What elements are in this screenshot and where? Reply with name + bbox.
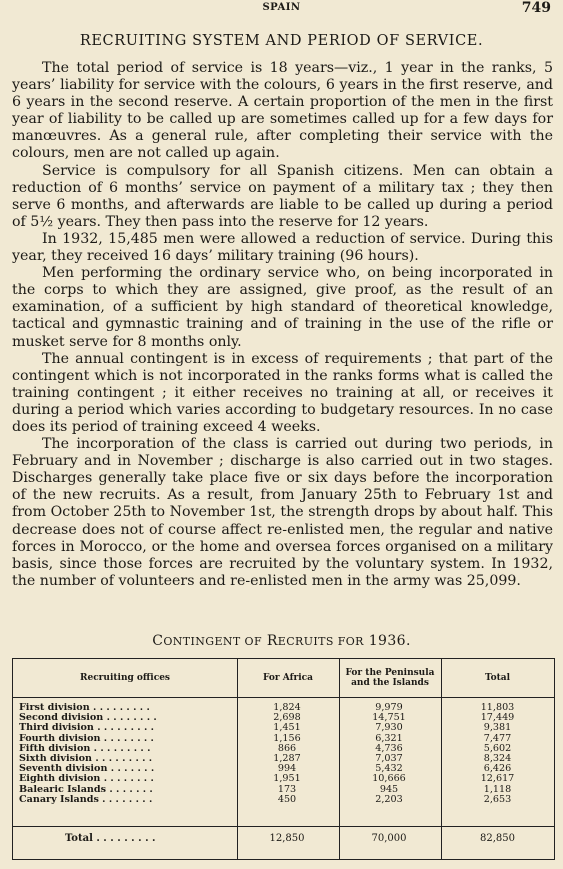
total-value: 11,803 [480, 702, 515, 713]
peninsula-value: 7,037 [375, 752, 403, 764]
paragraph: The annual contingent is in excess of requirements ; that part of the contingent which is not incorporated in the ranks forms what is called the training contingent ; it either receives no training at all, or receives it during a period which varies according to budgetary resources. In no case does its period of training exceed 4 weeks. [12, 350, 553, 435]
section-heading: RECRUITING SYSTEM AND PERIOD OF SERVICE. [79, 33, 484, 49]
office-name: Sixth division . . . . . . . . . [19, 753, 153, 764]
africa-value: 1,951 [273, 773, 301, 785]
table-title-part: FOR [337, 635, 364, 648]
total-value: 2,653 [483, 793, 512, 805]
paragraph: In 1932, 15,485 men were allowed a reduction of service. During this year, they received 16 days’ military training (96 hours). [12, 230, 553, 265]
grand-total: 82,850 [480, 833, 515, 844]
total-value: 6,426 [483, 763, 512, 775]
africa-value: 1,156 [273, 732, 301, 744]
africa-value: 173 [277, 783, 297, 795]
peninsula-value: 5,432 [375, 763, 403, 775]
office-name: Balearic Islands . . . . . . . [19, 784, 153, 795]
africa-value: 866 [277, 742, 297, 754]
header-rule [13, 697, 554, 698]
recruits-table [12, 658, 555, 860]
africa-value: 1,287 [273, 752, 301, 764]
peninsula-value: 4,736 [375, 742, 403, 754]
total-value: 17,449 [480, 712, 515, 724]
africa-value: 994 [277, 763, 297, 775]
peninsula-value: 2,203 [375, 793, 403, 805]
table-row [13, 795, 554, 805]
office-name: Eighth division . . . . . . . . [19, 774, 154, 785]
body-text [12, 60, 553, 590]
office-name: Fifth division . . . . . . . . . [19, 743, 151, 754]
table-title [0, 633, 563, 649]
peninsula-value: 10,666 [372, 773, 406, 785]
total-africa: 12,850 [269, 833, 305, 844]
total-value: 8,324 [483, 752, 512, 764]
column-header-peninsula: For the Peninsula and the Islands [345, 668, 435, 688]
table-title-part: ONTINGENT [163, 635, 245, 648]
office-name: Third division . . . . . . . . . [19, 723, 154, 734]
office-name: Canary Islands . . . . . . . . [19, 794, 153, 805]
africa-value: 1,451 [273, 722, 301, 734]
africa-value: 1,824 [273, 702, 301, 713]
table-title-part: OF [244, 635, 262, 648]
page-number: 749 [521, 0, 551, 16]
total-value: 7,477 [483, 732, 512, 744]
total-row [13, 831, 554, 847]
africa-value: 2,698 [273, 712, 301, 724]
peninsula-value: 6,321 [375, 732, 403, 744]
total-value: 1,118 [483, 783, 512, 795]
office-name: Fourth division . . . . . . . . [19, 733, 154, 744]
office-name: First division . . . . . . . . . [19, 703, 150, 713]
paragraph: Men performing the ordinary service who, on being incorporated in the corps to which they are assigned, give proof, as the result of an examination, of a sufficient by high standard of theoretical knowledge, tactical and gymnastic training and of training in the use of the rifle or musket serve for 8 months only. [12, 265, 553, 350]
peninsula-value: 9,979 [375, 702, 403, 713]
table-title-part: 1936. [363, 633, 411, 649]
running-head [0, 0, 563, 20]
office-name: Seventh division . . . . . . . [19, 764, 155, 775]
africa-value: 450 [277, 793, 297, 805]
table-body [13, 703, 554, 805]
table-title-part: ECRUITS [277, 635, 338, 648]
peninsula-value: 945 [379, 783, 399, 795]
total-value: 5,602 [483, 742, 512, 754]
column-header-africa: For Africa [263, 673, 313, 683]
table-title-part: C [152, 633, 164, 649]
paragraph: The total period of service is 18 years—viz., 1 year in the ranks, 5 years’ liability for service with the colours, 6 years in the first reserve, and 6 years in the second reserve. A certain proportion of the men in the first year of liability to be called up are sometimes called up for a few days for manœuvres. As a general rule, after completing their service with the colours, men are not called up again. [12, 60, 553, 162]
peninsula-value: 14,751 [372, 712, 406, 724]
running-head-title: SPAIN [262, 2, 301, 13]
paragraph: Service is compulsory for all Spanish citizens. Men can obtain a reduction of 6 months’ service on payment of a military tax ; they then serve 6 months, and afterwards are liable to be called up during a period of 5½ years. They then pass into the reserve for 12 years. [12, 162, 553, 230]
total-value: 9,381 [483, 722, 512, 734]
total-value: 12,617 [480, 773, 515, 785]
office-name: Second division . . . . . . . . [19, 713, 157, 724]
paragraph: The incorporation of the class is carried out during two periods, in February and in November ; discharge is also carried out in two stages. Discharges generally take place five or six days before the incorporation of the new recruits. As a result, from January 25th to February 1st and from October 25th to November 1st, the strength drops by about half. This decrease does not of course affect re-enlisted men, the regular and native forces in Morocco, or the home and oversea forces organised on a military basis, since those forces are recruited by the voluntary system. In 1932, the number of volunteers and re-enlisted men in the army was 25,099. [12, 436, 553, 589]
peninsula-value: 7,930 [375, 722, 403, 734]
total-rule [13, 826, 554, 827]
total-peninsula: 70,000 [371, 833, 407, 844]
table-row [13, 774, 554, 784]
table-title-part: R [262, 633, 278, 649]
total-label: Total . . . . . . . . . [65, 833, 156, 844]
column-header-offices: Recruiting offices [79, 673, 171, 683]
column-header-total: Total [484, 673, 511, 683]
